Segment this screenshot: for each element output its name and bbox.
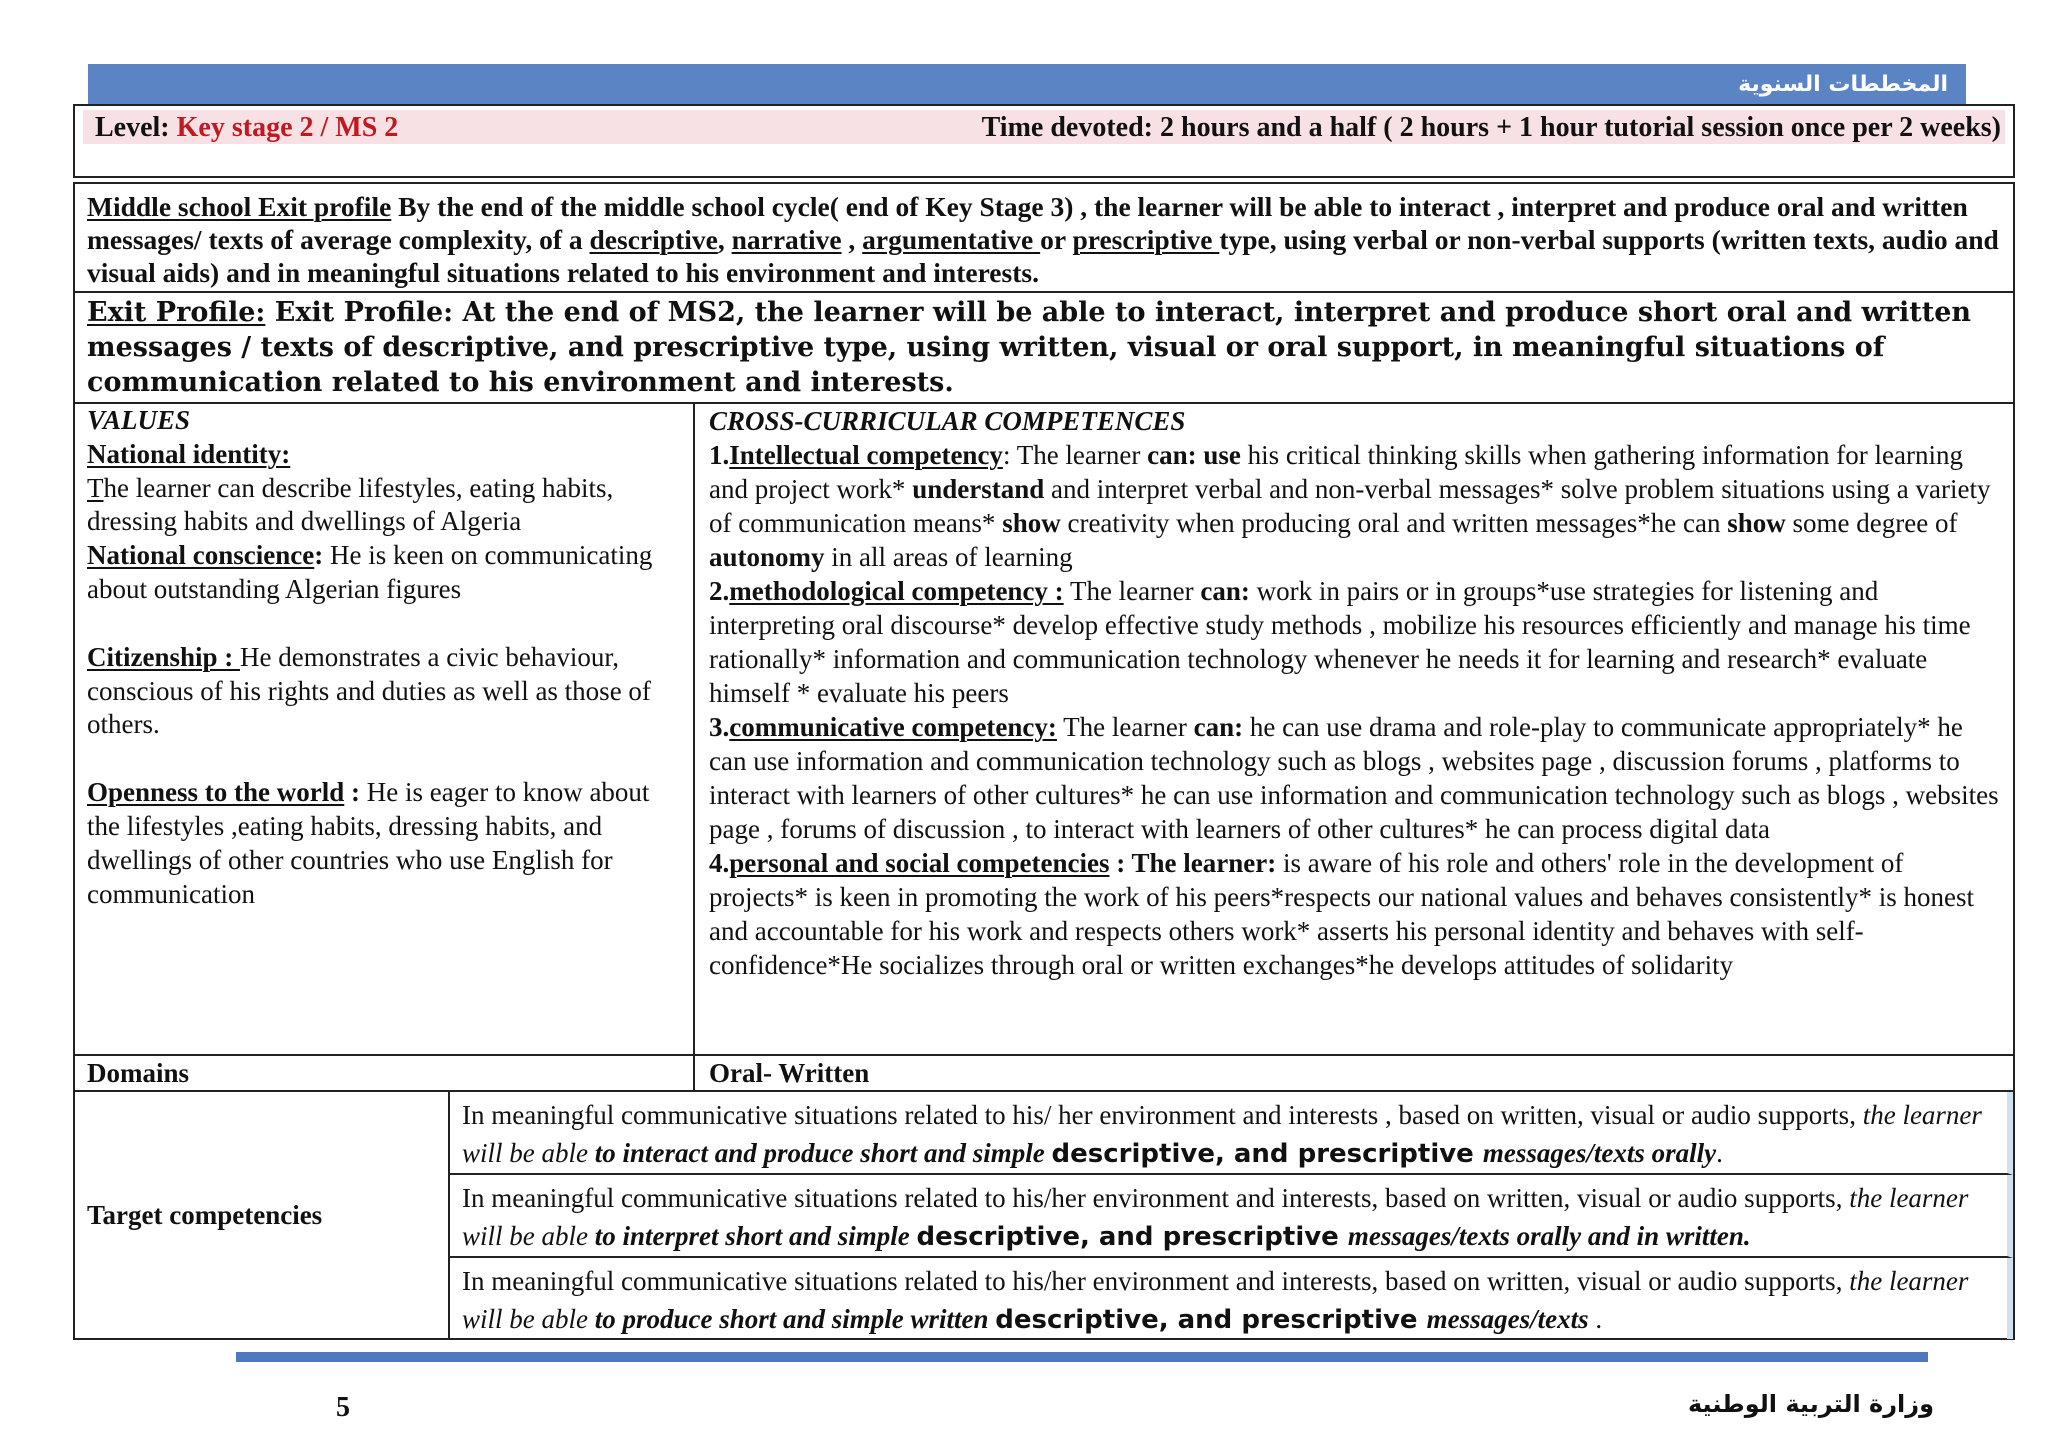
national-identity-text: The learner can describe lifestyles, eating habits, dressing habits and dwellings of Algeria — [87, 472, 614, 537]
values-column — [75, 404, 695, 1054]
target-competency-produce: In meaningful communicative situations related to his/her environment and interests, based on written, visual or audio supports, the learner will be able to produce short and simple written descriptive, and prescriptive messages/texts . — [450, 1258, 2013, 1339]
exit-profile-heading: Exit Profile: — [87, 297, 266, 328]
target-competencies-label: Target competencies — [75, 1092, 450, 1338]
middle-school-exit-profile: Middle school Exit profile By the end of the middle school cycle( end of Key Stage 3) , the learner will be able to interact , interpret and produce oral and written messages/ texts of average complexity, of a descriptive, narrative , argumentative or prescriptive type, using verbal or non-verbal supports (written texts, audio and visual aids) and in meaningful situations related to his environment and interests. — [73, 182, 2015, 293]
cross-curricular-title: CROSS-CURRICULAR COMPETENCES — [709, 406, 1186, 436]
national-identity-heading: National identity: — [87, 438, 291, 469]
middle-school-heading: Middle school Exit profile — [87, 191, 392, 222]
cross-curricular-column — [695, 404, 2013, 1054]
domains-label: Domains — [75, 1056, 695, 1090]
domains-row — [73, 1054, 2015, 1092]
exit-profile: Exit Profile: Exit Profile: At the end of MS2, the learner will be able to interact, interpret and produce short oral and written messages / texts of descriptive, and prescriptive type, using written, visual or oral support, in meaningful situations of communication related to his environment and interests. — [73, 291, 2015, 404]
domains-value: Oral- Written — [709, 1058, 870, 1088]
intellectual-competency: 1.Intellectual competency: The learner can: use his critical thinking skills when gathering information for learning and project work* understand and interpret verbal and non-verbal messages* solve problem situations using a variety of communication means* show creativity when producing oral and written messages*he can show some degree of autonomy in all areas of learning — [709, 440, 1991, 572]
level-row — [73, 104, 2015, 178]
level-value: Key stage 2 / MS 2 — [176, 112, 399, 143]
openness-to-the-world: Openness to the world : He is eager to know about the lifestyles ,eating habits, dressing habits, and dwellings of other countries who use English for communication — [87, 777, 650, 909]
personal-social-competencies: 4.personal and social competencies : The learner: is aware of his role and others' role in the development of projects* is keen in promoting the work of his peers*respects our national values and behaves consistently* is honest and accountable for his work and respects others work* asserts his personal identity and behaves with self- confidence*He socializes through oral or written exchanges*he develops attitudes of solidarity — [709, 848, 1974, 980]
header-band — [88, 64, 1966, 106]
methodological-competency: 2.methodological competency : The learner can: work in pairs or in groups*use strategies for listening and interpreting oral discourse* develop effective study methods , mobilize his resources efficiently and manage his time rationally* information and communication technology whenever he needs it for learning and research* evaluate himself * evaluate his peers — [709, 576, 1971, 708]
values-title: VALUES — [87, 405, 191, 435]
communicative-competency: 3.communicative competency: The learner can: he can use drama and role-play to communicate appropriately* he can use information and communication technology such as blogs , websites page , discussion forums , platforms to interact with learners of other cultures* he can use information and communication technology such as blogs , websites page , forums of discussion , to interact with learners of other cultures* he can process digital data — [709, 712, 1999, 844]
time-devoted: Time devoted: 2 hours and a half ( 2 hours + 1 hour tutorial session once per 2 weeks) — [981, 112, 2001, 143]
level-text: Level: Key stage 2 / MS 2 — [95, 112, 399, 143]
ministry-name: وزارة التربية الوطنية — [1687, 1390, 1934, 1418]
document-table — [73, 104, 2015, 1340]
citizenship: Citizenship : He demonstrates a civic behaviour, conscious of his rights and duties as well as those of others. — [87, 641, 651, 740]
target-competencies-row — [73, 1090, 2015, 1340]
target-competency-interact: In meaningful communicative situations related to his/ her environment and interests , based on written, visual or audio supports, the learner will be able to interact and produce short and simple descriptive, and prescriptive messages/texts orally. — [450, 1092, 2013, 1175]
footer-line — [236, 1352, 1928, 1362]
values-competences-row — [73, 402, 2015, 1056]
national-conscience: National conscience: He is keen on communicating about outstanding Algerian figures — [87, 540, 653, 604]
header-arabic-title: المخططات السنوية — [1738, 72, 1948, 97]
target-competencies-list — [450, 1092, 2013, 1338]
page-number: 5 — [336, 1392, 350, 1423]
target-competency-interpret: In meaningful communicative situations related to his/her environment and interests, based on written, visual or audio supports, the learner will be able to interpret short and simple descriptive, and prescriptive messages/texts orally and in written. — [450, 1175, 2013, 1258]
